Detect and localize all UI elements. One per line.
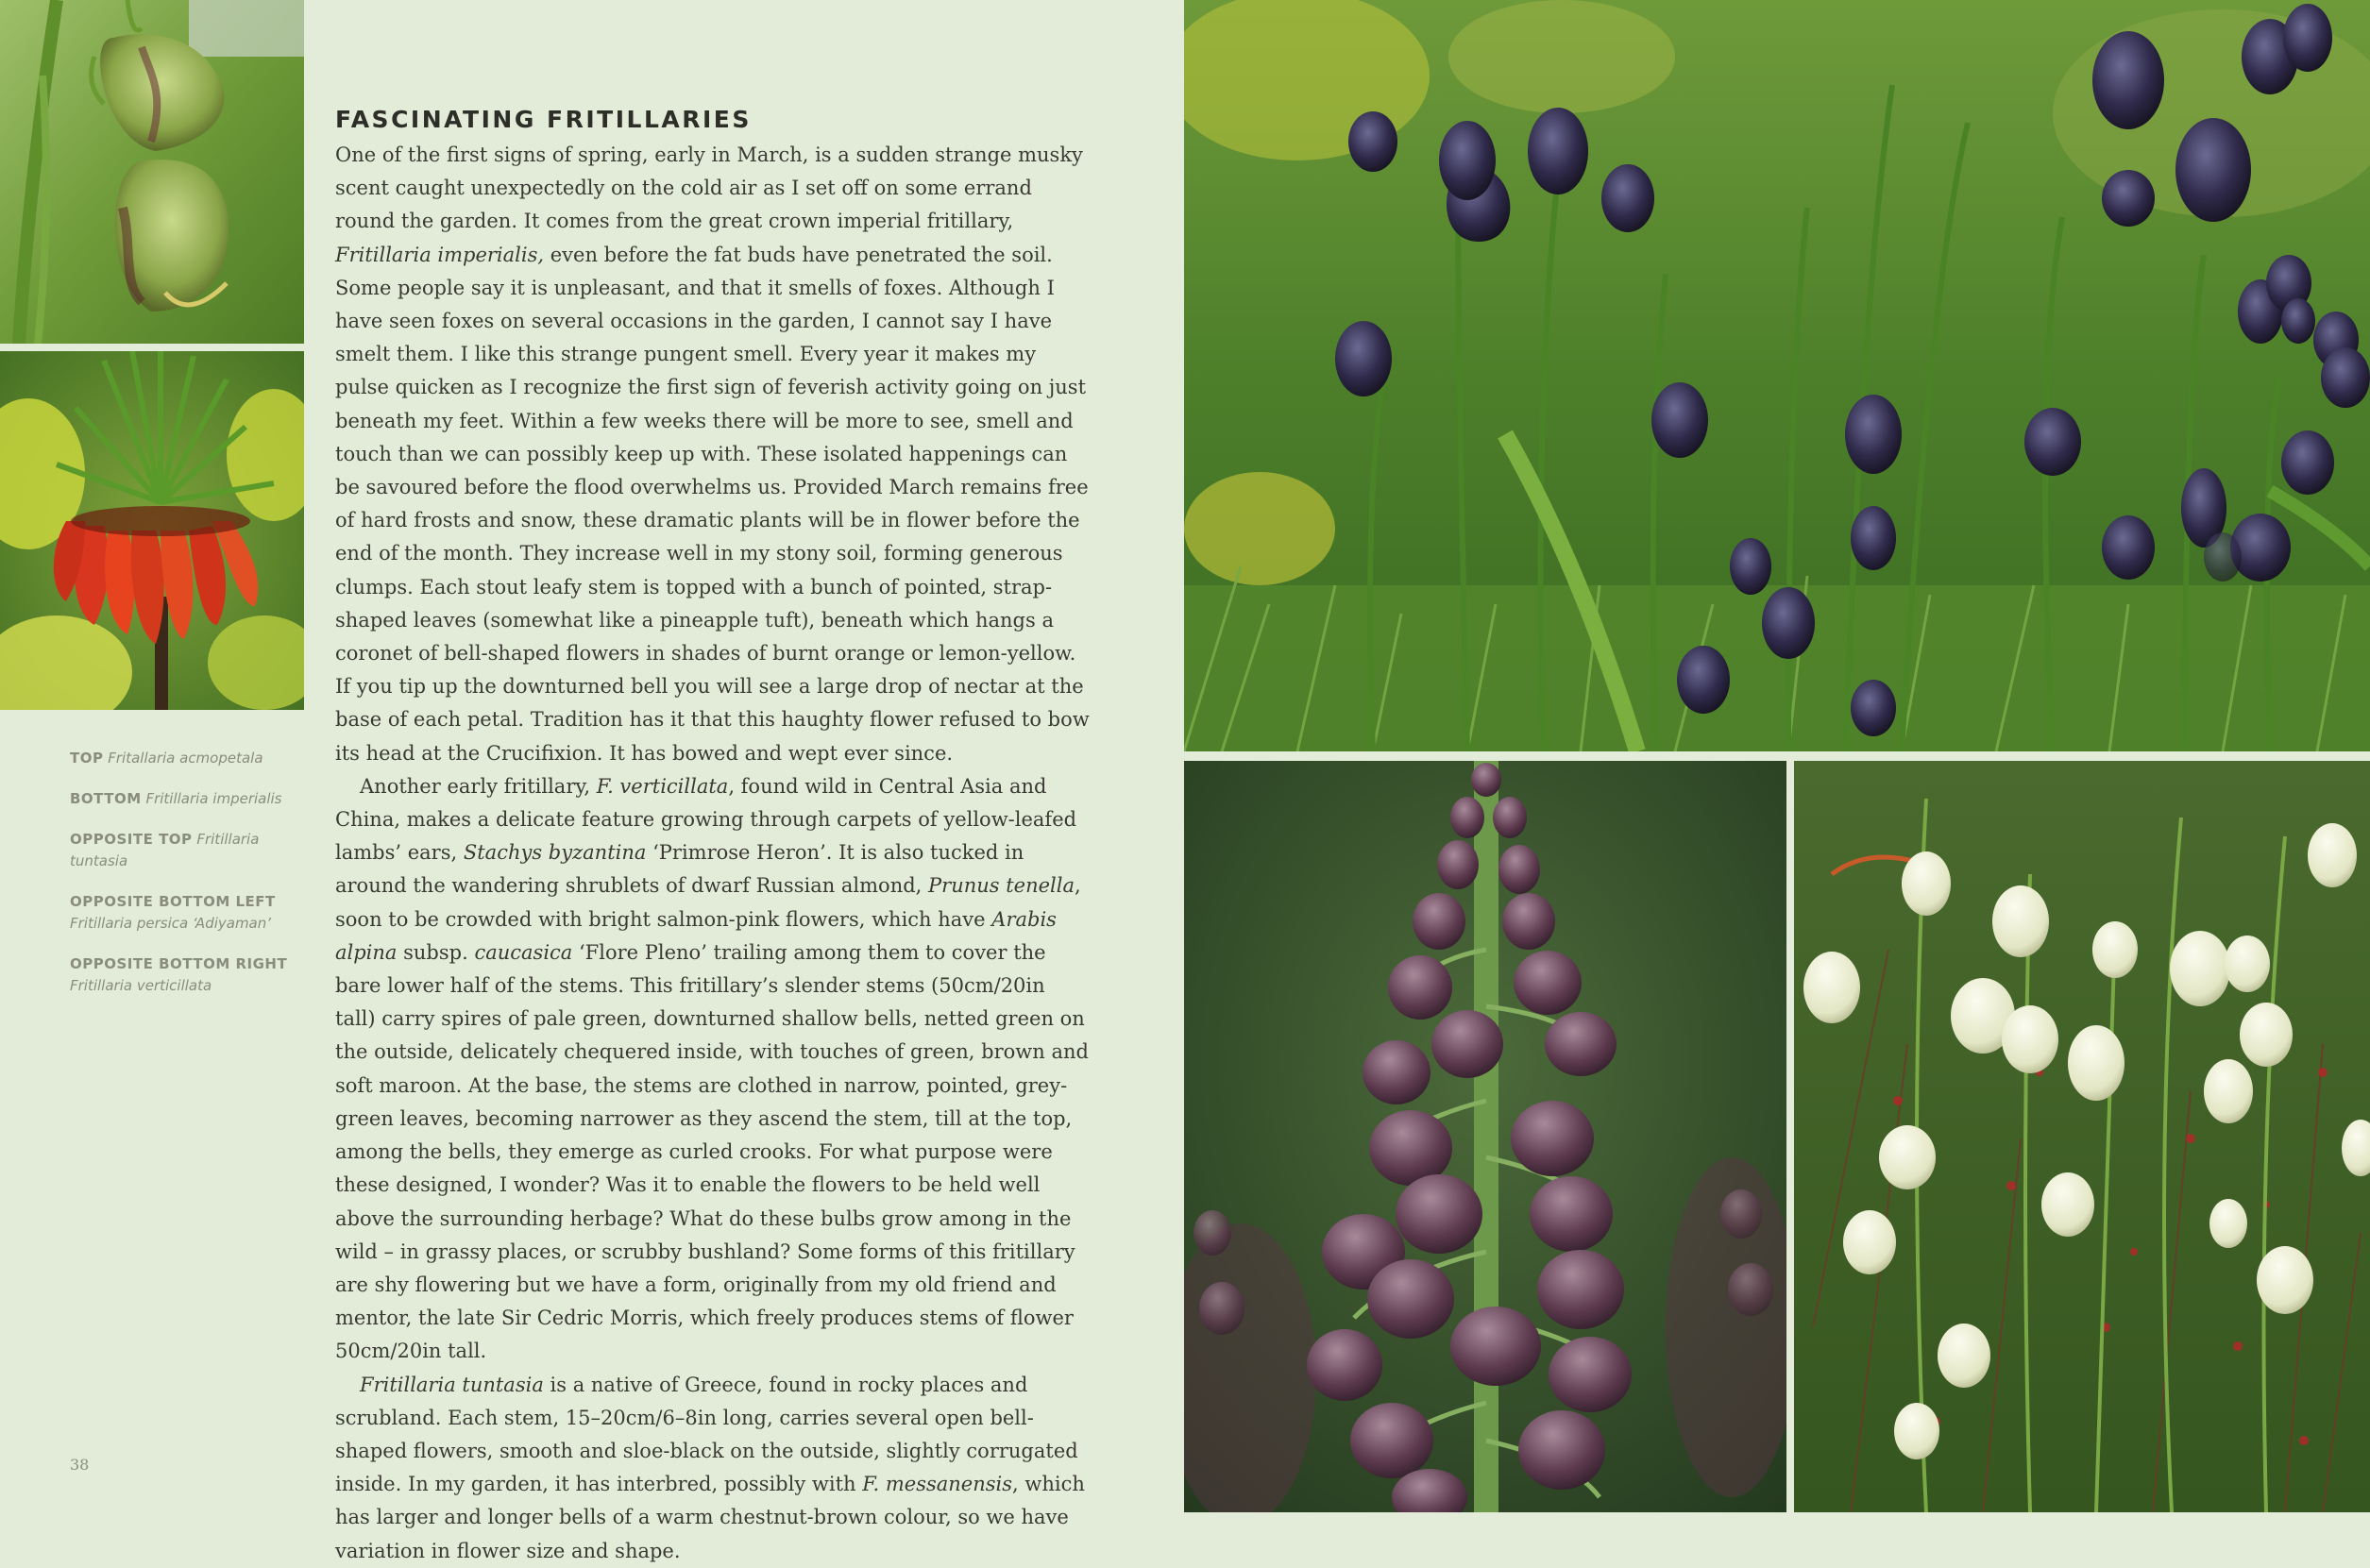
caption-top — [70, 748, 296, 769]
photo-fritillaria-verticillata — [1794, 761, 2370, 1512]
caption-text: Fritillaria verticillata — [70, 977, 212, 994]
article-paragraph-2 — [335, 770, 1091, 1369]
italic-segment: Fritillaria imperialis, — [335, 243, 545, 266]
photo-fritillaria-acmopetala — [0, 0, 304, 344]
article — [335, 106, 1091, 1568]
photo-fritillaria-imperialis — [0, 351, 304, 710]
text-segment: subsp. — [397, 940, 475, 964]
caption-list — [70, 748, 296, 1016]
text-segment: , found wild in Central Asia and China, makes a delicate feature growing through carpets of yellow-leafed lambs’ ears, — [335, 774, 1077, 865]
caption-text: Fritillaria persica ‘Adiyaman’ — [70, 915, 272, 932]
text-segment: is a native of Greece, found in rocky places and scrubland. Each stem, 15–20cm/6–8in long, carries several open bell-shaped flowers, smooth and sloe-black on the outside, slightly corrugated inside. In my garden, it has interbred, possibly with — [335, 1373, 1078, 1496]
caption-label: TOP — [70, 750, 104, 767]
text-segment: One of the first signs of spring, early in March, is a sudden strange musky scent caught unexpectedly on the cold air as I set off on some errand round the garden. It comes from the great crown imperial fritillary, — [335, 143, 1083, 233]
photo-fritillaria-tuntasia — [1184, 0, 2370, 751]
text-segment: even before the fat buds have penetrated the soil. Some people say it is unpleasant, and that it smells of foxes. Although I have seen foxes on several occasions in the garden, I cannot say I have smelt them. I like this strange pungent smell. Every year it makes my pulse quicken as I recognize the first sign of feverish activity going on just beneath my feet. Within a few weeks there will be more to see, smell and touch than we can possibly keep up with. These isolated happenings can be savoured before the flood overwhelms us. Provided March remains free of hard frosts and snow, these dramatic plants will be in flower before the end of the month. They increase well in my stony soil, forming generous clumps. Each stout leafy stem is topped with a bunch of pointed, strap-shaped leaves (somewhat like a pineapple tuft), beneath which hangs a coronet of bell-shaped flowers in shades of burnt orange or lemon-yellow. If you tip up the downturned bell you will see a large drop of nectar at the base of each petal. Tradition has it that this haughty flower refused to bow its head at the Crucifixion. It has bowed and wept ever since. — [335, 243, 1090, 765]
italic-segment: Arabis alpina — [335, 907, 1057, 964]
italic-segment: Prunus tenella — [928, 874, 1075, 898]
caption-opposite-bottom-left — [70, 891, 296, 935]
text-segment: , which has larger and longer bells of a warm chestnut-brown colour, so we have variation in flower size and shape. — [335, 1473, 1085, 1562]
caption-opposite-top — [70, 829, 296, 872]
italic-segment: caucasica — [474, 940, 573, 964]
caption-text: Fritallaria acmopetala — [108, 750, 263, 767]
caption-label: BOTTOM — [70, 790, 142, 807]
italic-segment: Fritillaria tuntasia — [360, 1373, 544, 1396]
caption-bottom — [70, 788, 296, 810]
text-segment: Another early fritillary, — [360, 774, 597, 798]
caption-opposite-bottom-right — [70, 953, 296, 997]
caption-label: OPPOSITE BOTTOM RIGHT — [70, 955, 288, 972]
article-heading: FASCINATING FRITILLARIES — [335, 106, 752, 133]
italic-segment: F. verticillata — [596, 774, 729, 798]
italic-segment: Stachys byzantina — [463, 841, 647, 865]
caption-text: Fritillaria tuntasia — [70, 831, 260, 869]
page-number: 38 — [70, 1456, 90, 1474]
caption-label: OPPOSITE TOP — [70, 831, 193, 848]
text-segment: ‘Primrose Heron’. It is also tucked in around the wandering shrublets of dwarf Russian almond, — [335, 841, 1024, 898]
article-paragraph-1 — [335, 139, 1091, 770]
text-segment: ‘Flore Pleno’ trailing among them to cover the bare lower half of the stems. This fritillary’s slender stems (50cm/20in tall) carry spires of pale green, downturned shallow bells, netted green on the outside, delicately chequered inside, with touches of green, brown and soft maroon. At the base, the stems are clothed in narrow, pointed, grey-green leaves, becoming narrower as they ascend the stem, till at the top, among the bells, they emerge as curled crooks. For what purpose were these designed, I wonder? Was it to enable the flowers to be held well above the surrounding herbage? What do these bulbs grow among in the wild – in grassy places, or scrubby bushland? Some forms of this fritillary are shy flowering but we have a form, originally from my old friend and mentor, the late Sir Cedric Morris, which freely produces stems of flower 50cm/20in tall. — [335, 940, 1089, 1363]
text-segment: , soon to be crowded with bright salmon-pink flowers, which have — [335, 874, 1081, 931]
article-paragraph-3 — [335, 1369, 1091, 1568]
caption-label: OPPOSITE BOTTOM LEFT — [70, 893, 276, 910]
photo-fritillaria-persica — [1184, 761, 1786, 1512]
italic-segment: F. messanensis — [862, 1473, 1013, 1496]
caption-text: Fritillaria imperialis — [145, 790, 282, 807]
